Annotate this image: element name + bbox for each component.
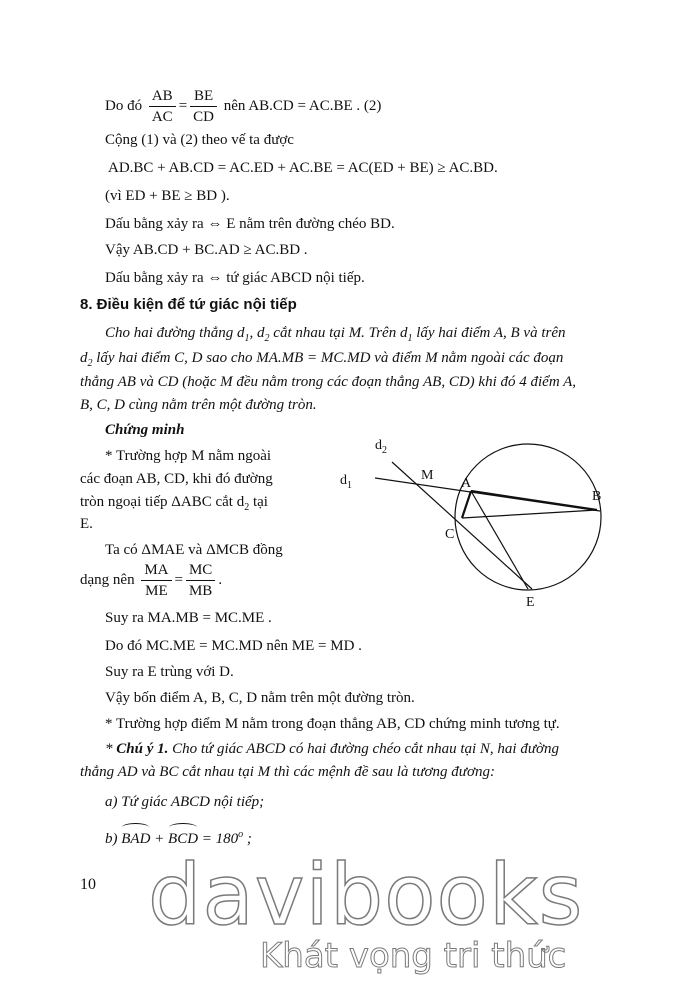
sub: 2 (264, 333, 270, 344)
proof-line-5: Ta có ΔMAE và ΔMCB đồng (105, 542, 283, 558)
label-e: E (526, 595, 535, 610)
sub: 2 (244, 502, 250, 513)
watermark-slogan: Khát vọng tri thức (260, 936, 567, 976)
note-item-a: a) Tứ giác ABCD nội tiếp; (105, 794, 265, 810)
t: d (80, 350, 88, 366)
note-title: Chú ý 1. (116, 741, 169, 757)
frac-den: MB (188, 583, 213, 599)
t: + (150, 831, 169, 847)
t: * (105, 741, 117, 757)
sub: 2 (87, 358, 93, 369)
proof-line-8: Do đó MC.ME = MC.MD nên ME = MD . (105, 638, 362, 654)
note-line-2: thẳng AD và BC cắt nhau tại M thì các mệnh đề sau là tương đương: (80, 764, 495, 780)
line-equality-case: Dấu bằng xảy ra ⇔ E nằm trên đường chéo BD. (105, 216, 395, 232)
line-ptolemy: Vậy AB.CD + BC.AD ≥ AC.BD . (105, 242, 308, 258)
frac-num: MA (141, 560, 171, 581)
line-sum: Cộng (1) và (2) theo vế ta được (105, 132, 294, 148)
section-heading: 8. Điều kiện để tứ giác nội tiếp (80, 296, 297, 313)
proof-line-4: E. (80, 516, 93, 532)
t: = 180 (198, 831, 239, 847)
frac-num: MC (186, 560, 215, 581)
segment-ae (471, 491, 528, 589)
t: tròn ngoại tiếp ΔABC cắt d (80, 494, 245, 510)
label-b: B (592, 489, 602, 504)
proof-line-2: các đoạn AB, CD, khi đó đường (80, 471, 273, 487)
segment-ab (471, 491, 597, 510)
sub: 1 (407, 333, 413, 344)
t: b) (105, 831, 122, 847)
t: lấy hai điểm C, D sao cho MA.MB = MC.MD và điểm M nằm ngoài các đoạn (92, 350, 564, 366)
t: dạng nên (80, 571, 135, 588)
frac-den: ME (145, 583, 168, 599)
equals: = (174, 571, 183, 588)
label-m: M (421, 468, 434, 483)
proof-line-7: Suy ra MA.MB = MC.ME . (105, 610, 272, 626)
frac-num: AB (149, 86, 176, 107)
theorem-line-3: thẳng AB và CD (hoặc M đều nằm trong các đoạn thẳng AB, CD) khi đó 4 điểm A, (80, 374, 577, 390)
equals: = (178, 97, 188, 114)
proof-line-11: * Trường hợp điểm M nằm trong đoạn thẳng AB, CD chứng minh tương tự. (105, 716, 560, 732)
t: Cho tứ giác ABCD có hai đường chéo cắt nhau tại N, hai đường (168, 741, 560, 757)
proof-line-9: Suy ra E trùng với D. (105, 664, 234, 680)
frac-den: CD (193, 109, 214, 125)
theorem-line-4: B, C, D cùng nằm trên một đường tròn. (80, 397, 317, 413)
page-number: 10 (80, 876, 96, 893)
proof-line-10: Vậy bốn điểm A, B, C, D nằm trên một đường tròn. (105, 690, 415, 706)
t: lấy hai điểm A, B và trên (412, 325, 566, 341)
t: tại (249, 494, 268, 510)
label-d1: $d_1$ (340, 473, 352, 491)
sub: 1 (244, 333, 250, 344)
arc-bad: BAD (121, 831, 151, 847)
line-equality-cyclic: Dấu bằng xảy ra ⇔ tứ giác ABCD nội tiếp. (105, 270, 365, 286)
t: . (218, 571, 223, 588)
line-inequality: AD.BC + AB.CD = AC.ED + AC.BE = AC(ED + BE) ≥ AC.BD. (108, 160, 498, 176)
label-d2: $d_2$ (375, 438, 387, 456)
frac-num: BE (190, 86, 217, 107)
proof-line-1: * Trường hợp M nằm ngoài (105, 448, 272, 464)
arc-bcd: BCD (168, 831, 199, 847)
proof-heading: Chứng minh (105, 422, 185, 438)
label-a: A (461, 476, 472, 491)
t: cắt nhau tại M. Trên d (269, 325, 408, 341)
label-c: C (445, 527, 455, 542)
t: Cho hai đường thẳng d (105, 325, 245, 341)
t: ; (243, 831, 252, 847)
watermark-brand: davibooks (148, 846, 584, 944)
frac-den: AC (151, 109, 173, 125)
text-do-do: Do đó (105, 97, 143, 114)
line-because: (vì ED + BE ≥ BD ). (105, 188, 230, 204)
t: , d (249, 325, 265, 341)
degree: o (238, 829, 244, 840)
text-conclusion-2: nên AB.CD = AC.BE . (2) (223, 97, 382, 114)
segment-ac (462, 491, 471, 518)
